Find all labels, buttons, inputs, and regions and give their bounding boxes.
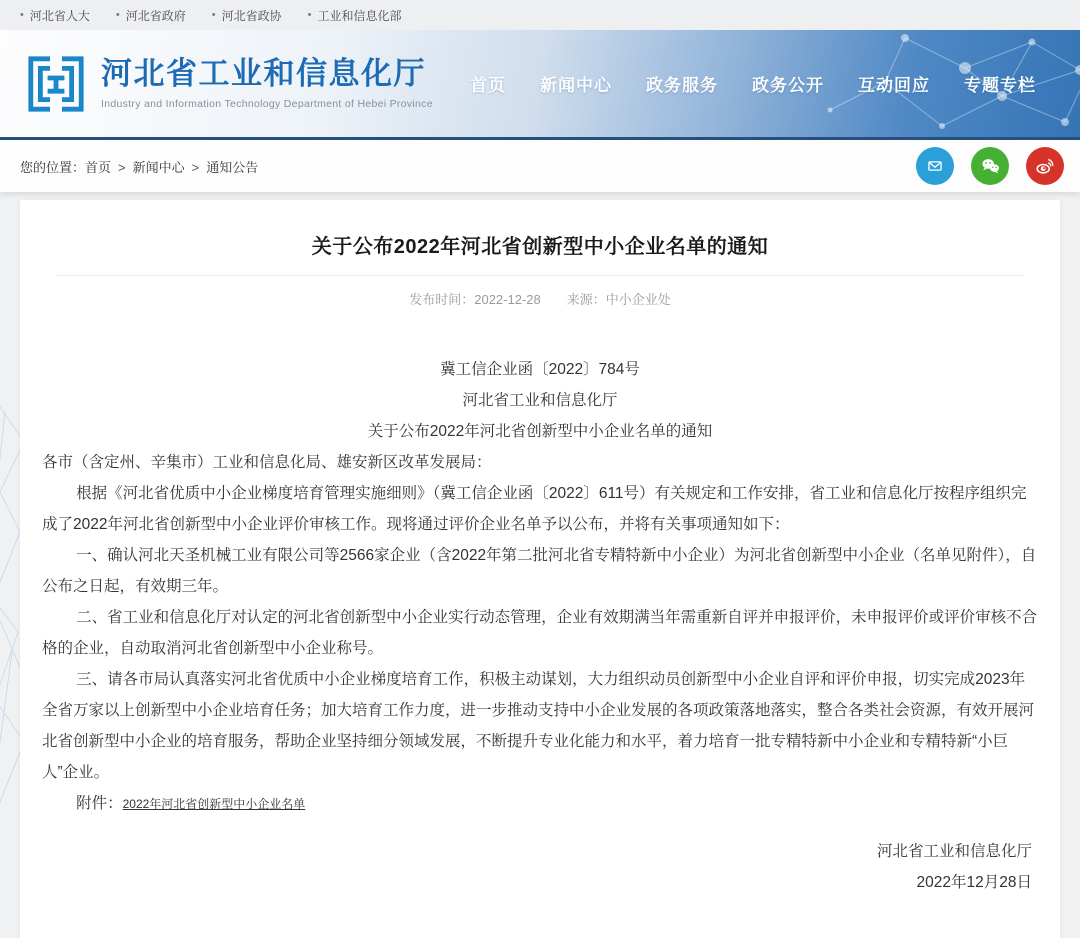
doc-title: 关于公布2022年河北省创新型中小企业名单的通知 bbox=[367, 423, 713, 440]
site-header bbox=[0, 30, 1080, 140]
share-buttons bbox=[916, 147, 1064, 185]
nav-item-services[interactable]: 政务服务 bbox=[646, 76, 718, 95]
bullet-icon: • bbox=[115, 9, 120, 21]
publish-date: 2022-12-28 bbox=[474, 292, 541, 307]
top-link-label: 河北省人大 bbox=[29, 8, 90, 23]
doc-issuer: 河北省工业和信息化厅 bbox=[462, 392, 618, 409]
bullet-icon: • bbox=[20, 9, 24, 21]
top-link-label: 河北省政府 bbox=[125, 8, 186, 23]
attachment-link[interactable]: 2022年河北省创新型中小企业名单 bbox=[122, 797, 306, 811]
doc-paragraph: 一、确认河北天圣机械工业有限公司等2566家企业（含2022年第二批河北省专精特新中小企业）为河北省创新型中小企业（名单见附件），自公布之日起，有效期三年。 bbox=[42, 547, 1037, 595]
bullet-icon: • bbox=[307, 9, 312, 21]
signature-date: 2022年12月28日 bbox=[916, 874, 1032, 891]
top-link-label: 工业和信息化部 bbox=[317, 8, 402, 23]
breadcrumb-separator: > bbox=[191, 159, 200, 175]
doc-paragraph: 三、请各市局认真落实河北省优质中小企业梯度培育工作，积极主动谋划，大力组织动员创新型中小企业自评和评价申报，切实完成2023年全省万家以上创新型中小企业培育任务；加大培育工作力度，进一步推动支持中小企业发展的各项政策落地落实，整合各类社会资源，有效开展河北省创新型中小企业的培育服务，帮助企业坚持细分领域发展，不断提升专业化能力和水平，着力培育一批专精特新中小企业和专精特新“小巨人”企业。 bbox=[42, 671, 1035, 781]
breadcrumb-bar bbox=[0, 140, 1080, 192]
signature-block bbox=[42, 836, 1038, 898]
title-divider bbox=[56, 275, 1024, 276]
breadcrumb-link-news[interactable]: 新闻中心 bbox=[132, 159, 185, 175]
nav-item-home[interactable]: 首页 bbox=[470, 76, 506, 95]
article-card bbox=[20, 200, 1060, 938]
doc-salutation: 各市（含定州、辛集市）工业和信息化局、雄安新区改革发展局： bbox=[42, 454, 492, 471]
document-body bbox=[42, 354, 1038, 898]
main-nav bbox=[470, 71, 1036, 96]
weibo-share-button[interactable] bbox=[1026, 147, 1064, 185]
top-link-cppcc[interactable] bbox=[212, 7, 282, 24]
nav-item-interaction[interactable]: 互动回应 bbox=[858, 76, 930, 95]
attachment-row bbox=[42, 788, 1038, 820]
nav-item-topics[interactable]: 专题专栏 bbox=[964, 76, 1036, 95]
top-links-bar bbox=[0, 0, 1080, 30]
source-value: 中小企业处 bbox=[605, 292, 671, 307]
logo-icon bbox=[26, 54, 86, 114]
article-meta bbox=[42, 289, 1038, 308]
doc-paragraph: 根据《河北省优质中小企业梯度培育管理实施细则》（冀工信企业函〔2022〕611号）有关规定和工作安排，省工业和信息化厅按程序组织完成了2022年河北省创新型中小企业评价审核工作。现将通过评价企业名单予以公布，并将有关事项通知如下： bbox=[42, 485, 1027, 533]
breadcrumb-label: 您的位置： bbox=[20, 159, 86, 175]
nav-item-disclosure[interactable]: 政务公开 bbox=[752, 76, 824, 95]
publish-time-label: 发布时间： bbox=[409, 292, 475, 307]
top-link-provincial-gov[interactable] bbox=[116, 7, 186, 24]
bullet-icon: • bbox=[211, 9, 216, 21]
source-label: 来源： bbox=[566, 292, 606, 307]
wechat-share-button[interactable] bbox=[971, 147, 1009, 185]
wechat-icon bbox=[978, 154, 1002, 178]
doc-paragraph: 二、省工业和信息化厅对认定的河北省创新型中小企业实行动态管理，企业有效期满当年需重新自评并申报评价，未申报评价或评价审核不合格的企业，自动取消河北省创新型中小企业称号。 bbox=[42, 609, 1038, 657]
article-title: 关于公布2022年河北省创新型中小企业名单的通知 bbox=[311, 236, 769, 258]
attachment-label: 附件： bbox=[76, 795, 123, 812]
mail-share-button[interactable] bbox=[916, 147, 954, 185]
nav-item-news[interactable]: 新闻中心 bbox=[540, 76, 612, 95]
weibo-icon bbox=[1033, 154, 1057, 178]
mail-icon bbox=[924, 155, 946, 177]
breadcrumb-link-home[interactable]: 首页 bbox=[85, 159, 112, 175]
top-link-people-congress[interactable] bbox=[20, 7, 90, 24]
breadcrumb bbox=[20, 157, 258, 176]
site-subtitle: Industry and Information Technology Department of Hebei Province bbox=[101, 98, 433, 110]
site-title: 河北省工业和信息化厅 bbox=[101, 56, 426, 91]
doc-number: 冀工信企业函〔2022〕784号 bbox=[440, 361, 640, 378]
top-link-label: 河北省政协 bbox=[221, 8, 282, 23]
site-logo[interactable] bbox=[26, 54, 433, 114]
top-link-miit[interactable] bbox=[308, 7, 402, 24]
breadcrumb-separator: > bbox=[118, 159, 126, 175]
signature-issuer: 河北省工业和信息化厅 bbox=[876, 843, 1032, 860]
main-area bbox=[0, 192, 1080, 891]
breadcrumb-link-notices[interactable]: 通知公告 bbox=[206, 159, 259, 175]
